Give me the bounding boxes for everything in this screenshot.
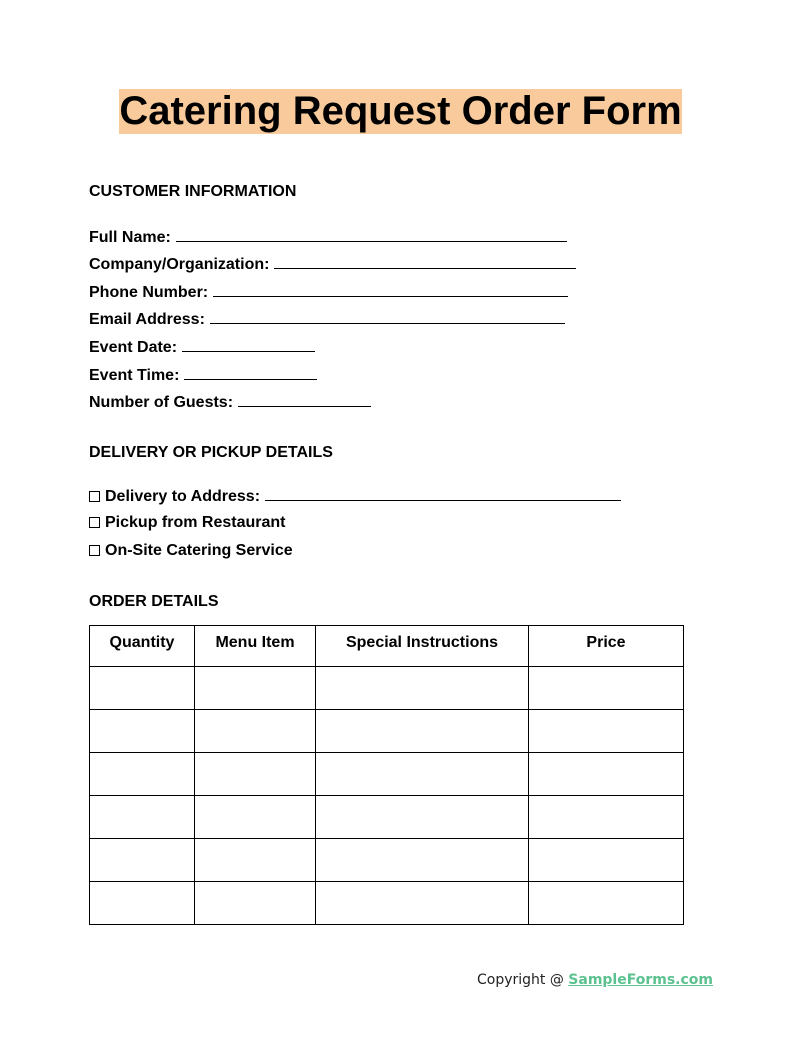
- event-time-input-line[interactable]: [184, 365, 317, 380]
- column-header-special-instructions: Special Instructions: [316, 626, 529, 667]
- section-heading-delivery: DELIVERY OR PICKUP DETAILS: [89, 444, 333, 461]
- field-label: Email Address:: [89, 311, 205, 328]
- field-full-name: [89, 227, 567, 247]
- copyright-text: Copyright @: [476, 972, 569, 988]
- pickup-checkbox[interactable]: [89, 517, 100, 528]
- cell-quantity[interactable]: [90, 839, 195, 882]
- option-pickup: [89, 514, 285, 532]
- cell-price[interactable]: [529, 667, 684, 710]
- field-event-time: [89, 365, 317, 385]
- field-number-of-guests: [89, 392, 371, 412]
- table-row: [90, 839, 684, 882]
- table-row: [90, 667, 684, 710]
- phone-input-line[interactable]: [213, 282, 568, 297]
- table-header-row: [90, 626, 684, 667]
- full-name-input-line[interactable]: [176, 227, 567, 242]
- option-on-site: [89, 542, 293, 560]
- table-row: [90, 710, 684, 753]
- field-label: Company/Organization:: [89, 256, 270, 273]
- option-label: On-Site Catering Service: [105, 542, 293, 559]
- column-header-menu-item: Menu Item: [195, 626, 316, 667]
- cell-price[interactable]: [529, 710, 684, 753]
- event-date-input-line[interactable]: [182, 337, 315, 352]
- copyright-footer: [477, 971, 713, 989]
- cell-price[interactable]: [529, 839, 684, 882]
- cell-special-instructions[interactable]: [316, 882, 529, 925]
- field-event-date: [89, 337, 315, 357]
- delivery-address-input-line[interactable]: [265, 486, 621, 501]
- column-header-quantity: Quantity: [90, 626, 195, 667]
- cell-quantity[interactable]: [90, 796, 195, 839]
- cell-special-instructions[interactable]: [316, 796, 529, 839]
- cell-special-instructions[interactable]: [316, 839, 529, 882]
- option-delivery-to-address: [89, 486, 621, 506]
- table-row: [90, 882, 684, 925]
- field-phone: [89, 282, 568, 302]
- order-details-table: [89, 625, 684, 925]
- field-label: Phone Number:: [89, 284, 209, 301]
- table-row: [90, 753, 684, 796]
- sampleforms-link[interactable]: SampleForms.com: [568, 972, 713, 988]
- cell-quantity[interactable]: [90, 753, 195, 796]
- cell-menu-item[interactable]: [195, 796, 316, 839]
- cell-price[interactable]: [529, 753, 684, 796]
- cell-price[interactable]: [529, 882, 684, 925]
- field-label: Event Date:: [89, 339, 178, 356]
- section-heading-customer-information: CUSTOMER INFORMATION: [89, 183, 297, 200]
- on-site-checkbox[interactable]: [89, 545, 100, 556]
- cell-quantity[interactable]: [90, 667, 195, 710]
- title-container: [0, 89, 801, 134]
- cell-special-instructions[interactable]: [316, 667, 529, 710]
- company-input-line[interactable]: [274, 254, 576, 269]
- cell-menu-item[interactable]: [195, 710, 316, 753]
- field-label: Number of Guests:: [89, 394, 234, 411]
- option-label: Delivery to Address:: [105, 488, 261, 505]
- cell-menu-item[interactable]: [195, 753, 316, 796]
- cell-menu-item[interactable]: [195, 882, 316, 925]
- cell-menu-item[interactable]: [195, 839, 316, 882]
- cell-menu-item[interactable]: [195, 667, 316, 710]
- field-email: [89, 309, 565, 329]
- cell-special-instructions[interactable]: [316, 753, 529, 796]
- table-row: [90, 796, 684, 839]
- page-title: Catering Request Order Form: [119, 89, 682, 133]
- field-company: [89, 254, 576, 274]
- cell-price[interactable]: [529, 796, 684, 839]
- email-input-line[interactable]: [210, 309, 565, 324]
- cell-quantity[interactable]: [90, 710, 195, 753]
- section-heading-order-details: ORDER DETAILS: [89, 593, 219, 610]
- delivery-checkbox[interactable]: [89, 491, 100, 502]
- cell-special-instructions[interactable]: [316, 710, 529, 753]
- option-label: Pickup from Restaurant: [105, 514, 286, 531]
- field-label: Event Time:: [89, 367, 180, 384]
- column-header-price: Price: [529, 626, 684, 667]
- guests-input-line[interactable]: [238, 392, 371, 407]
- field-label: Full Name:: [89, 229, 171, 246]
- cell-quantity[interactable]: [90, 882, 195, 925]
